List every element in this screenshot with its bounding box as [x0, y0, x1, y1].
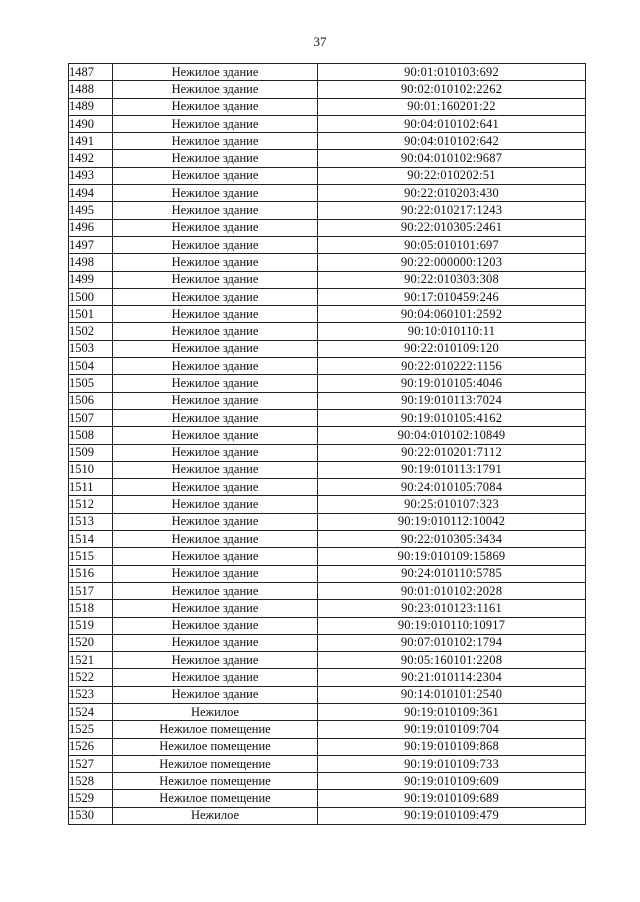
object-type-cell: Нежилое здание	[113, 236, 318, 253]
row-number-cell: 1499	[69, 271, 113, 288]
cadastral-number-cell: 90:19:010105:4046	[318, 375, 586, 392]
object-type-cell: Нежилое здание	[113, 634, 318, 651]
object-type-cell: Нежилое здание	[113, 306, 318, 323]
table-row	[69, 513, 586, 530]
cadastral-number-cell: 90:22:010109:120	[318, 340, 586, 357]
row-number-cell: 1490	[69, 115, 113, 132]
row-number-cell: 1500	[69, 288, 113, 305]
table-row	[69, 288, 586, 305]
table-row	[69, 634, 586, 651]
table-row	[69, 271, 586, 288]
table-row	[69, 81, 586, 98]
row-number-cell: 1495	[69, 202, 113, 219]
row-number-cell: 1511	[69, 479, 113, 496]
object-type-cell: Нежилое здание	[113, 271, 318, 288]
cadastral-number-cell: 90:22:000000:1203	[318, 254, 586, 271]
cadastral-number-cell: 90:22:010203:430	[318, 185, 586, 202]
row-number-cell: 1512	[69, 496, 113, 513]
property-registry-table	[68, 63, 586, 825]
object-type-cell: Нежилое здание	[113, 686, 318, 703]
cadastral-number-cell: 90:23:010123:1161	[318, 600, 586, 617]
cadastral-number-cell: 90:22:010305:2461	[318, 219, 586, 236]
object-type-cell: Нежилое помещение	[113, 790, 318, 807]
table-row	[69, 306, 586, 323]
row-number-cell: 1520	[69, 634, 113, 651]
row-number-cell: 1510	[69, 461, 113, 478]
cadastral-number-cell: 90:14:010101:2540	[318, 686, 586, 703]
cadastral-number-cell: 90:01:010102:2028	[318, 582, 586, 599]
object-type-cell: Нежилое здание	[113, 323, 318, 340]
table-row	[69, 703, 586, 720]
table-body	[69, 64, 586, 825]
object-type-cell: Нежилое здание	[113, 565, 318, 582]
object-type-cell: Нежилое здание	[113, 64, 318, 81]
row-number-cell: 1507	[69, 409, 113, 426]
cadastral-number-cell: 90:04:010102:642	[318, 133, 586, 150]
row-number-cell: 1509	[69, 444, 113, 461]
table-row	[69, 807, 586, 824]
object-type-cell: Нежилое здание	[113, 652, 318, 669]
table-row	[69, 773, 586, 790]
object-type-cell: Нежилое здание	[113, 617, 318, 634]
table-row	[69, 738, 586, 755]
table-row	[69, 479, 586, 496]
table-row	[69, 721, 586, 738]
row-number-cell: 1496	[69, 219, 113, 236]
cadastral-number-cell: 90:19:010109:868	[318, 738, 586, 755]
cadastral-number-cell: 90:02:010102:2262	[318, 81, 586, 98]
row-number-cell: 1524	[69, 703, 113, 720]
object-type-cell: Нежилое помещение	[113, 773, 318, 790]
table-row	[69, 755, 586, 772]
cadastral-number-cell: 90:17:010459:246	[318, 288, 586, 305]
cadastral-number-cell: 90:04:010102:10849	[318, 427, 586, 444]
object-type-cell: Нежилое здание	[113, 582, 318, 599]
object-type-cell: Нежилое здание	[113, 427, 318, 444]
row-number-cell: 1489	[69, 98, 113, 115]
row-number-cell: 1529	[69, 790, 113, 807]
table-row	[69, 461, 586, 478]
object-type-cell: Нежилое здание	[113, 98, 318, 115]
object-type-cell: Нежилое здание	[113, 288, 318, 305]
cadastral-number-cell: 90:22:010217:1243	[318, 202, 586, 219]
object-type-cell: Нежилое здание	[113, 392, 318, 409]
cadastral-number-cell: 90:19:010113:7024	[318, 392, 586, 409]
cadastral-number-cell: 90:05:010101:697	[318, 236, 586, 253]
object-type-cell: Нежилое здание	[113, 479, 318, 496]
object-type-cell: Нежилое здание	[113, 531, 318, 548]
object-type-cell: Нежилое здание	[113, 150, 318, 167]
row-number-cell: 1526	[69, 738, 113, 755]
table-row	[69, 254, 586, 271]
table-row	[69, 392, 586, 409]
cadastral-number-cell: 90:22:010303:308	[318, 271, 586, 288]
cadastral-number-cell: 90:07:010102:1794	[318, 634, 586, 651]
object-type-cell: Нежилое помещение	[113, 721, 318, 738]
table-row	[69, 340, 586, 357]
row-number-cell: 1513	[69, 513, 113, 530]
row-number-cell: 1518	[69, 600, 113, 617]
object-type-cell: Нежилое	[113, 807, 318, 824]
cadastral-number-cell: 90:19:010112:10042	[318, 513, 586, 530]
table-row	[69, 582, 586, 599]
row-number-cell: 1517	[69, 582, 113, 599]
table-row	[69, 150, 586, 167]
row-number-cell: 1527	[69, 755, 113, 772]
table-row	[69, 185, 586, 202]
row-number-cell: 1530	[69, 807, 113, 824]
cadastral-number-cell: 90:22:010202:51	[318, 167, 586, 184]
cadastral-number-cell: 90:19:010105:4162	[318, 409, 586, 426]
table-row	[69, 98, 586, 115]
object-type-cell: Нежилое здание	[113, 548, 318, 565]
cadastral-number-cell: 90:24:010110:5785	[318, 565, 586, 582]
row-number-cell: 1492	[69, 150, 113, 167]
cadastral-number-cell: 90:24:010105:7084	[318, 479, 586, 496]
row-number-cell: 1523	[69, 686, 113, 703]
row-number-cell: 1503	[69, 340, 113, 357]
table-row	[69, 219, 586, 236]
row-number-cell: 1508	[69, 427, 113, 444]
object-type-cell: Нежилое здание	[113, 81, 318, 98]
row-number-cell: 1491	[69, 133, 113, 150]
cadastral-number-cell: 90:22:010305:3434	[318, 531, 586, 548]
table-row	[69, 409, 586, 426]
object-type-cell: Нежилое здание	[113, 167, 318, 184]
cadastral-number-cell: 90:10:010110:11	[318, 323, 586, 340]
table-row	[69, 600, 586, 617]
object-type-cell: Нежилое помещение	[113, 755, 318, 772]
row-number-cell: 1497	[69, 236, 113, 253]
row-number-cell: 1504	[69, 358, 113, 375]
table-row	[69, 202, 586, 219]
table-row	[69, 358, 586, 375]
table-row	[69, 444, 586, 461]
row-number-cell: 1487	[69, 64, 113, 81]
table-row	[69, 64, 586, 81]
row-number-cell: 1502	[69, 323, 113, 340]
table-row	[69, 531, 586, 548]
object-type-cell: Нежилое здание	[113, 444, 318, 461]
cadastral-number-cell: 90:25:010107:323	[318, 496, 586, 513]
object-type-cell: Нежилое здание	[113, 669, 318, 686]
object-type-cell: Нежилое здание	[113, 600, 318, 617]
row-number-cell: 1519	[69, 617, 113, 634]
cadastral-number-cell: 90:22:010222:1156	[318, 358, 586, 375]
row-number-cell: 1528	[69, 773, 113, 790]
cadastral-number-cell: 90:19:010109:609	[318, 773, 586, 790]
cadastral-number-cell: 90:05:160101:2208	[318, 652, 586, 669]
cadastral-number-cell: 90:04:010102:641	[318, 115, 586, 132]
object-type-cell: Нежилое помещение	[113, 738, 318, 755]
table-row	[69, 565, 586, 582]
table-row	[69, 427, 586, 444]
object-type-cell: Нежилое здание	[113, 185, 318, 202]
table-row	[69, 669, 586, 686]
cadastral-number-cell: 90:01:160201:22	[318, 98, 586, 115]
object-type-cell: Нежилое здание	[113, 202, 318, 219]
table-row	[69, 167, 586, 184]
object-type-cell: Нежилое здание	[113, 409, 318, 426]
table-row	[69, 133, 586, 150]
row-number-cell: 1505	[69, 375, 113, 392]
object-type-cell: Нежилое	[113, 703, 318, 720]
object-type-cell: Нежилое здание	[113, 513, 318, 530]
cadastral-number-cell: 90:01:010103:692	[318, 64, 586, 81]
cadastral-number-cell: 90:19:010109:15869	[318, 548, 586, 565]
row-number-cell: 1493	[69, 167, 113, 184]
table-row	[69, 790, 586, 807]
page-number: 37	[313, 34, 327, 49]
table-row	[69, 496, 586, 513]
row-number-cell: 1516	[69, 565, 113, 582]
object-type-cell: Нежилое здание	[113, 461, 318, 478]
table-row	[69, 375, 586, 392]
row-number-cell: 1525	[69, 721, 113, 738]
table-row	[69, 686, 586, 703]
table-row	[69, 617, 586, 634]
object-type-cell: Нежилое здание	[113, 375, 318, 392]
row-number-cell: 1494	[69, 185, 113, 202]
cadastral-number-cell: 90:19:010109:689	[318, 790, 586, 807]
table-row	[69, 115, 586, 132]
object-type-cell: Нежилое здание	[113, 219, 318, 236]
object-type-cell: Нежилое здание	[113, 254, 318, 271]
row-number-cell: 1488	[69, 81, 113, 98]
cadastral-number-cell: 90:21:010114:2304	[318, 669, 586, 686]
object-type-cell: Нежилое здание	[113, 115, 318, 132]
object-type-cell: Нежилое здание	[113, 133, 318, 150]
table-row	[69, 323, 586, 340]
row-number-cell: 1522	[69, 669, 113, 686]
cadastral-number-cell: 90:19:010109:704	[318, 721, 586, 738]
cadastral-number-cell: 90:19:010109:733	[318, 755, 586, 772]
row-number-cell: 1498	[69, 254, 113, 271]
cadastral-number-cell: 90:22:010201:7112	[318, 444, 586, 461]
cadastral-number-cell: 90:19:010109:479	[318, 807, 586, 824]
object-type-cell: Нежилое здание	[113, 340, 318, 357]
cadastral-number-cell: 90:19:010109:361	[318, 703, 586, 720]
cadastral-number-cell: 90:19:010110:10917	[318, 617, 586, 634]
row-number-cell: 1515	[69, 548, 113, 565]
object-type-cell: Нежилое здание	[113, 496, 318, 513]
row-number-cell: 1501	[69, 306, 113, 323]
row-number-cell: 1521	[69, 652, 113, 669]
table-row	[69, 652, 586, 669]
cadastral-number-cell: 90:04:060101:2592	[318, 306, 586, 323]
row-number-cell: 1506	[69, 392, 113, 409]
object-type-cell: Нежилое здание	[113, 358, 318, 375]
cadastral-number-cell: 90:04:010102:9687	[318, 150, 586, 167]
table-row	[69, 548, 586, 565]
row-number-cell: 1514	[69, 531, 113, 548]
cadastral-number-cell: 90:19:010113:1791	[318, 461, 586, 478]
table-row	[69, 236, 586, 253]
